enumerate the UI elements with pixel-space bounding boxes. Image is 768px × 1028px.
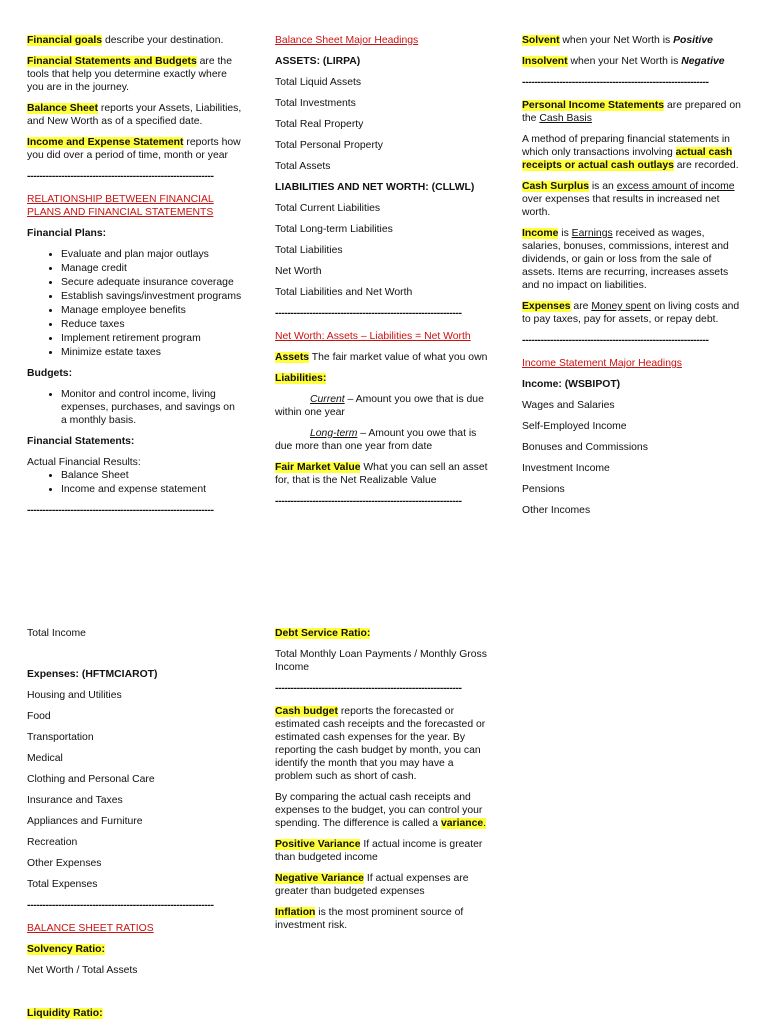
total-income: Total Income bbox=[27, 628, 86, 639]
list-item: Medical bbox=[27, 753, 63, 764]
definition-text: are the tools that help you determine exactly where you are in the journey. bbox=[27, 56, 232, 93]
definition-text: on living costs and to pay taxes, pay for assets, or repay debt. bbox=[522, 301, 740, 325]
liabilities-list bbox=[275, 202, 493, 299]
underlined-text: Money spent bbox=[591, 301, 651, 312]
term-highlight: Negative Variance bbox=[275, 873, 364, 884]
assets-heading: ASSETS: (LIRPA) bbox=[275, 56, 361, 67]
list-item: Total Real Property bbox=[275, 119, 364, 130]
pis-para bbox=[522, 99, 742, 125]
term-highlight: Insolvent bbox=[522, 56, 568, 67]
definition-text: describe your destination. bbox=[102, 35, 224, 46]
method-para bbox=[522, 133, 742, 172]
list-item: • Establish savings/investment programs bbox=[61, 290, 242, 303]
column-2-top bbox=[275, 34, 493, 518]
dsr-formula: Total Monthly Loan Payments / Monthly Gross Income bbox=[275, 649, 487, 673]
current-term: Current bbox=[310, 394, 345, 405]
balance-sheet-headings-title: Balance Sheet Major Headings bbox=[275, 35, 419, 46]
term-highlight: Fair Market Value bbox=[275, 462, 361, 473]
expenses-para bbox=[522, 300, 742, 326]
list-item: Total Current Liabilities bbox=[275, 203, 381, 214]
income-list bbox=[522, 399, 742, 517]
list-item: Food bbox=[27, 711, 51, 722]
divider: ------------------------------------------------------------ bbox=[275, 308, 462, 319]
actual-results-label: Actual Financial Results: bbox=[27, 457, 141, 468]
financial-goals-para bbox=[27, 34, 242, 47]
list-item: Other Expenses bbox=[27, 858, 102, 869]
definition-text: is the most prominent source of investment risk. bbox=[275, 907, 464, 931]
assets-list bbox=[275, 76, 493, 173]
list-item: • Balance Sheet bbox=[61, 469, 242, 482]
term-highlight: Financial Statements and Budgets bbox=[27, 56, 197, 67]
negative-variance-para bbox=[275, 872, 493, 898]
expenses-list bbox=[27, 689, 242, 891]
term-highlight: Financial goals bbox=[27, 35, 103, 46]
financial-statements-label: Financial Statements: bbox=[27, 436, 135, 447]
list-item: Total Personal Property bbox=[275, 140, 383, 151]
definition-text: are recorded. bbox=[673, 160, 739, 171]
list-item: Clothing and Personal Care bbox=[27, 774, 155, 785]
definition-text: are prepared on the bbox=[522, 100, 741, 124]
fmv-definition bbox=[275, 461, 493, 487]
list-item: Total Liabilities and Net Worth bbox=[275, 287, 413, 298]
definition-text: is bbox=[558, 228, 572, 239]
term-highlight: Income bbox=[522, 228, 559, 239]
actual-results-list bbox=[27, 469, 242, 496]
income-statement-headings-title: Income Statement Major Headings bbox=[522, 358, 682, 369]
relationship-heading: RELATIONSHIP BETWEEN FINANCIAL PLANS AND FINANCIAL STATEMENTS bbox=[27, 194, 214, 218]
ratios-heading: BALANCE SHEET RATIOS bbox=[27, 923, 154, 934]
definition-text: are bbox=[570, 301, 592, 312]
income-para bbox=[522, 227, 742, 292]
column-3-top bbox=[522, 34, 742, 525]
longterm-definition bbox=[275, 427, 493, 453]
statements-budgets-para bbox=[27, 55, 242, 94]
solvent-para bbox=[522, 34, 742, 47]
divider: ------------------------------------------------------------ bbox=[275, 683, 462, 694]
expenses-heading: Expenses: (HFTMCIAROT) bbox=[27, 669, 158, 680]
column-1-top bbox=[27, 34, 242, 527]
cash-budget-para bbox=[275, 705, 493, 783]
list-item: Wages and Salaries bbox=[522, 400, 615, 411]
list-item: Appliances and Furniture bbox=[27, 816, 143, 827]
definition-text: when your Net Worth is bbox=[567, 56, 682, 67]
definition-text: – Amount you owe that is due within one year bbox=[275, 394, 484, 418]
term-highlight: Solvency Ratio: bbox=[27, 944, 105, 955]
term-highlight: Balance Sheet bbox=[27, 103, 99, 114]
divider: ------------------------------------------------------------ bbox=[27, 505, 214, 516]
definition-text: reports your Assets, Liabilities, and New Worth as of a specified date. bbox=[27, 103, 242, 127]
column-1-bottom bbox=[27, 627, 242, 1028]
term-highlight: Inflation bbox=[275, 907, 316, 918]
financial-plans-list bbox=[27, 248, 242, 359]
term-highlight: Cash Surplus bbox=[522, 181, 589, 192]
list-item: Housing and Utilities bbox=[27, 690, 122, 701]
list-item: Bonuses and Commissions bbox=[522, 442, 648, 453]
list-item: • Minimize estate taxes bbox=[61, 346, 242, 359]
definition-text: The fair market value of what you own bbox=[309, 352, 488, 363]
inflation-para bbox=[275, 906, 493, 932]
list-item: Net Worth bbox=[275, 266, 322, 277]
term-highlight: Cash budget bbox=[275, 706, 338, 717]
list-item: Total Assets bbox=[275, 161, 331, 172]
definition-text: By comparing the actual cash receipts and expenses to the budget, you can control your spending. The difference is called a bbox=[275, 792, 483, 829]
list-item: Total Investments bbox=[275, 98, 356, 109]
underlined-text: Earnings bbox=[571, 228, 613, 239]
list-item: • Secure adequate insurance coverage bbox=[61, 276, 242, 289]
definition-text: What you can sell an asset for, that is the Net Realizable Value bbox=[275, 462, 488, 486]
comparing-para bbox=[275, 791, 493, 830]
list-item: • Manage credit bbox=[61, 262, 242, 275]
term-highlight: Personal Income Statements bbox=[522, 100, 665, 111]
term-highlight: Debt Service Ratio: bbox=[275, 628, 371, 639]
insolvent-value: Negative bbox=[681, 56, 725, 67]
budgets-list bbox=[27, 388, 242, 427]
liabilities-heading: LIABILITIES AND NET WORTH: (CLLWL) bbox=[275, 182, 475, 193]
list-item: Insurance and Taxes bbox=[27, 795, 123, 806]
definition-text: reports the forecasted or estimated cash receipts and the forecasted or estimated cash expenses for the year. By reporting the cash budget by month, you can identify the month that you may have a problem such as short of cash. bbox=[275, 706, 486, 782]
dsr-label-para bbox=[275, 627, 493, 640]
solvent-value: Positive bbox=[673, 35, 713, 46]
divider: ------------------------------------------------------------ bbox=[275, 496, 462, 507]
income-statement-para bbox=[27, 136, 242, 162]
solvency-formula: Net Worth / Total Assets bbox=[27, 965, 138, 976]
list-item: Total Long-term Liabilities bbox=[275, 224, 393, 235]
net-worth-formula: Net Worth: Assets – Liabilities = Net Worth bbox=[275, 331, 471, 342]
insolvent-para bbox=[522, 55, 742, 68]
list-item: Investment Income bbox=[522, 463, 610, 474]
liquidity-label-para bbox=[27, 1007, 242, 1020]
definition-text: A method of preparing financial statements in which only transactions involving bbox=[522, 134, 730, 158]
term-highlight: Liquidity Ratio: bbox=[27, 1008, 103, 1019]
underlined-text: excess amount of income bbox=[616, 181, 735, 192]
cash-basis: Cash Basis bbox=[539, 113, 592, 124]
list-item: Recreation bbox=[27, 837, 78, 848]
income-heading: Income: (WSBIPOT) bbox=[522, 379, 621, 390]
assets-definition bbox=[275, 351, 493, 364]
list-item: • Implement retirement program bbox=[61, 332, 242, 345]
positive-variance-para bbox=[275, 838, 493, 864]
list-item: • Monitor and control income, living expenses, purchases, and savings on a monthly basis. bbox=[61, 388, 242, 427]
term-highlight: Expenses bbox=[522, 301, 571, 312]
term-highlight: variance bbox=[440, 818, 484, 829]
term-highlight: Liabilities: bbox=[275, 373, 327, 384]
term-highlight: Solvent bbox=[522, 35, 560, 46]
list-item: Pensions bbox=[522, 484, 565, 495]
divider: ------------------------------------------------------------ bbox=[27, 900, 214, 911]
list-item: Other Incomes bbox=[522, 505, 591, 516]
divider: ------------------------------------------------------------ bbox=[522, 77, 709, 88]
surplus-para bbox=[522, 180, 742, 219]
definition-text: reports how you did over a period of time, month or year bbox=[27, 137, 241, 161]
term-highlight: actual cash receipts or actual cash outlays bbox=[522, 147, 733, 171]
list-item: Total Liquid Assets bbox=[275, 77, 362, 88]
liabilities-label-para bbox=[275, 372, 493, 385]
financial-plans-label: Financial Plans: bbox=[27, 228, 107, 239]
definition-text: when your Net Worth is bbox=[559, 35, 674, 46]
divider: ------------------------------------------------------------ bbox=[27, 171, 214, 182]
term-highlight: Positive Variance bbox=[275, 839, 361, 850]
list-item: Total Expenses bbox=[27, 879, 98, 890]
period: . bbox=[483, 818, 487, 829]
definition-text: If actual income is greater than budgeted income bbox=[275, 839, 483, 863]
term-highlight: Assets bbox=[275, 352, 310, 363]
longterm-term: Long-term bbox=[310, 428, 358, 439]
divider: ------------------------------------------------------------ bbox=[522, 335, 709, 346]
list-item: Transportation bbox=[27, 732, 94, 743]
definition-text: If actual expenses are greater than budgeted expenses bbox=[275, 873, 469, 897]
term-highlight: Income and Expense Statement bbox=[27, 137, 184, 148]
definition-text: is an bbox=[588, 181, 617, 192]
list-item: Self-Employed Income bbox=[522, 421, 627, 432]
budgets-label: Budgets: bbox=[27, 368, 73, 379]
solvency-label-para bbox=[27, 943, 242, 956]
definition-text: over expenses that results in increased net worth. bbox=[522, 194, 720, 218]
list-item: Total Liabilities bbox=[275, 245, 343, 256]
column-2-bottom bbox=[275, 627, 493, 940]
list-item: • Evaluate and plan major outlays bbox=[61, 248, 242, 261]
balance-sheet-para bbox=[27, 102, 242, 128]
list-item: • Income and expense statement bbox=[61, 483, 242, 496]
definition-text: – Amount you owe that is due more than one year from date bbox=[275, 428, 477, 452]
list-item: • Reduce taxes bbox=[61, 318, 242, 331]
current-definition bbox=[275, 393, 493, 419]
list-item: • Manage employee benefits bbox=[61, 304, 242, 317]
definition-text: received as wages, salaries, bonuses, commissions, interest and dividends, or gain or loss from the sale of assets. Items are recurring, increases assets and no impact on liabilities. bbox=[522, 228, 729, 291]
